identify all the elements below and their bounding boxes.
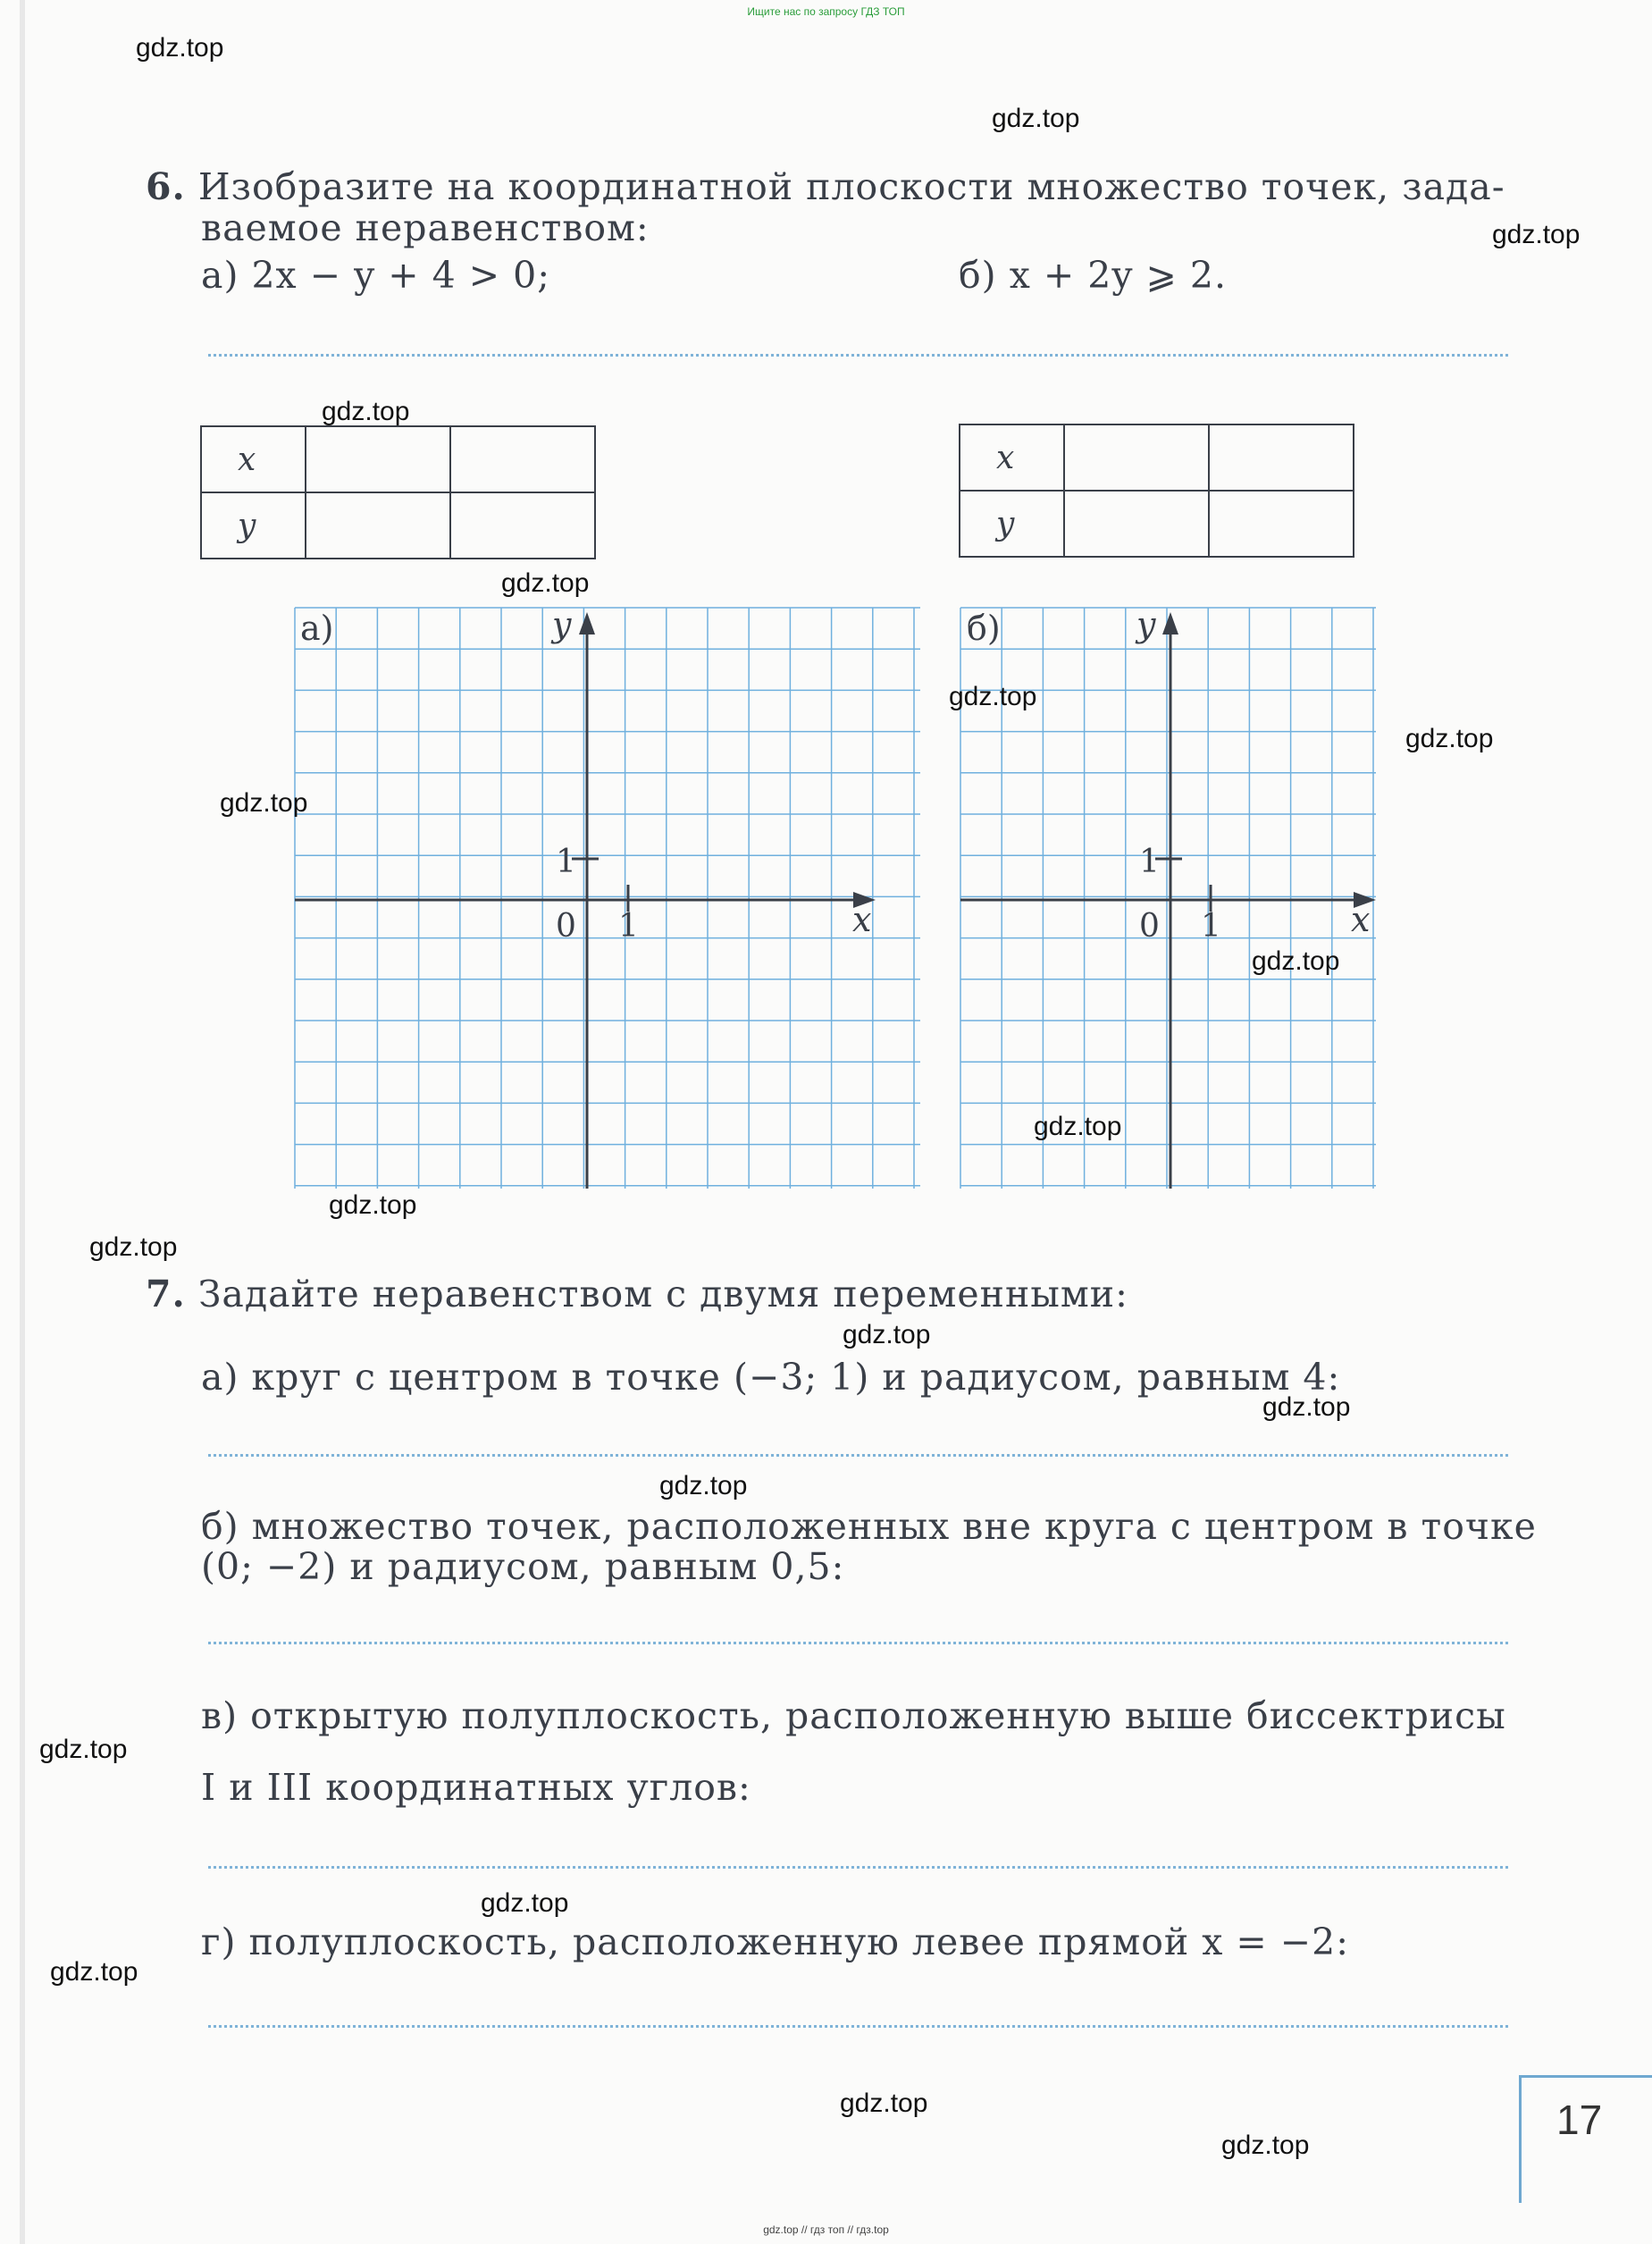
page-number: 17	[1556, 2097, 1603, 2143]
answer-line-7c[interactable]	[208, 1866, 1508, 1869]
table-a-y-header: y	[201, 492, 306, 559]
grid-a-y-tick-label: 1	[556, 844, 576, 880]
table-b-y-header: y	[960, 491, 1064, 557]
answer-line-7b[interactable]	[208, 1642, 1508, 1644]
task6-line2: ваемое неравенством:	[201, 206, 650, 249]
grid-a-x-tick-label: 1	[618, 908, 639, 945]
task7-c-line1: в) открытую полуплоскость, расположенную выше биссектрисы	[201, 1694, 1506, 1737]
watermark: gdz.top	[843, 1320, 931, 1349]
task7-intro-line	[146, 1273, 1128, 1315]
grid-b-x-tick-label: 1	[1201, 908, 1221, 945]
table-b-x-header: x	[960, 424, 1064, 491]
task7-b-line1: б) множество точек, расположенных вне круга с центром в точке	[201, 1505, 1537, 1548]
task6-part-b: б) x + 2y ⩾ 2.	[959, 254, 1228, 297]
bottom-note: gdz.top // гдз топ // гдз.top	[763, 2223, 889, 2236]
grid-a-origin: 0	[556, 908, 576, 945]
answer-line-7a[interactable]	[208, 1454, 1508, 1457]
watermark: gdz.top	[1492, 220, 1581, 249]
grid-b-y-tick-label: 1	[1139, 844, 1160, 880]
watermark: gdz.top	[220, 788, 308, 818]
task6-text-line1: Изобразите на координатной плоскости множество точек, зада-	[197, 165, 1505, 208]
watermark: gdz.top	[136, 33, 224, 63]
watermark: gdz.top	[659, 1471, 748, 1500]
grid-a-y-label: y	[552, 605, 572, 644]
y-axis-b-arrow	[1162, 612, 1178, 635]
watermark: gdz.top	[322, 397, 410, 426]
watermark: gdz.top	[39, 1735, 128, 1764]
watermark: gdz.top	[1034, 1112, 1122, 1141]
axes	[295, 612, 1376, 1189]
watermark: gdz.top	[840, 2089, 928, 2118]
watermark: gdz.top	[89, 1232, 178, 1262]
task7-c-line2: I и III координатных углов:	[201, 1766, 751, 1809]
task6-part-a: а) 2x − y + 4 > 0;	[201, 254, 551, 297]
watermark: gdz.top	[50, 1957, 138, 1987]
task7-a: а) круг с центром в точке (−3; 1) и радиусом, равным 4:	[201, 1356, 1341, 1399]
watermark: gdz.top	[992, 104, 1080, 133]
task7-number: 7.	[146, 1273, 186, 1315]
grid-b-origin: 0	[1139, 908, 1160, 945]
grid-b-x-label: x	[1351, 900, 1371, 939]
top-note: Ищите нас по запросу ГДЗ ТОП	[747, 5, 905, 18]
grid-lines	[295, 608, 1376, 1189]
watermark: gdz.top	[501, 568, 590, 598]
task7-intro: Задайте неравенством с двумя переменными:	[197, 1273, 1128, 1315]
grid-a-label: а)	[300, 609, 334, 648]
watermark: gdz.top	[329, 1190, 417, 1220]
grid-b-label: б)	[967, 609, 1001, 648]
watermark: gdz.top	[1221, 2131, 1310, 2160]
task7-b-line2: (0; −2) и радиусом, равным 0,5:	[201, 1545, 845, 1588]
table-a-x-header: x	[201, 426, 306, 492]
watermark: gdz.top	[1252, 946, 1340, 976]
task7-d: г) полуплоскость, расположенную левее прямой x = −2:	[201, 1920, 1350, 1963]
watermark: gdz.top	[1262, 1392, 1351, 1422]
grid-b-y-label: y	[1136, 605, 1156, 644]
watermark: gdz.top	[949, 682, 1037, 711]
task6-number: 6.	[146, 165, 186, 208]
answer-line-7d[interactable]	[208, 2025, 1508, 2028]
watermark: gdz.top	[1405, 724, 1494, 753]
y-axis-a-arrow	[579, 612, 595, 635]
grid-a-x-label: x	[852, 900, 872, 939]
watermark: gdz.top	[481, 1888, 569, 1918]
